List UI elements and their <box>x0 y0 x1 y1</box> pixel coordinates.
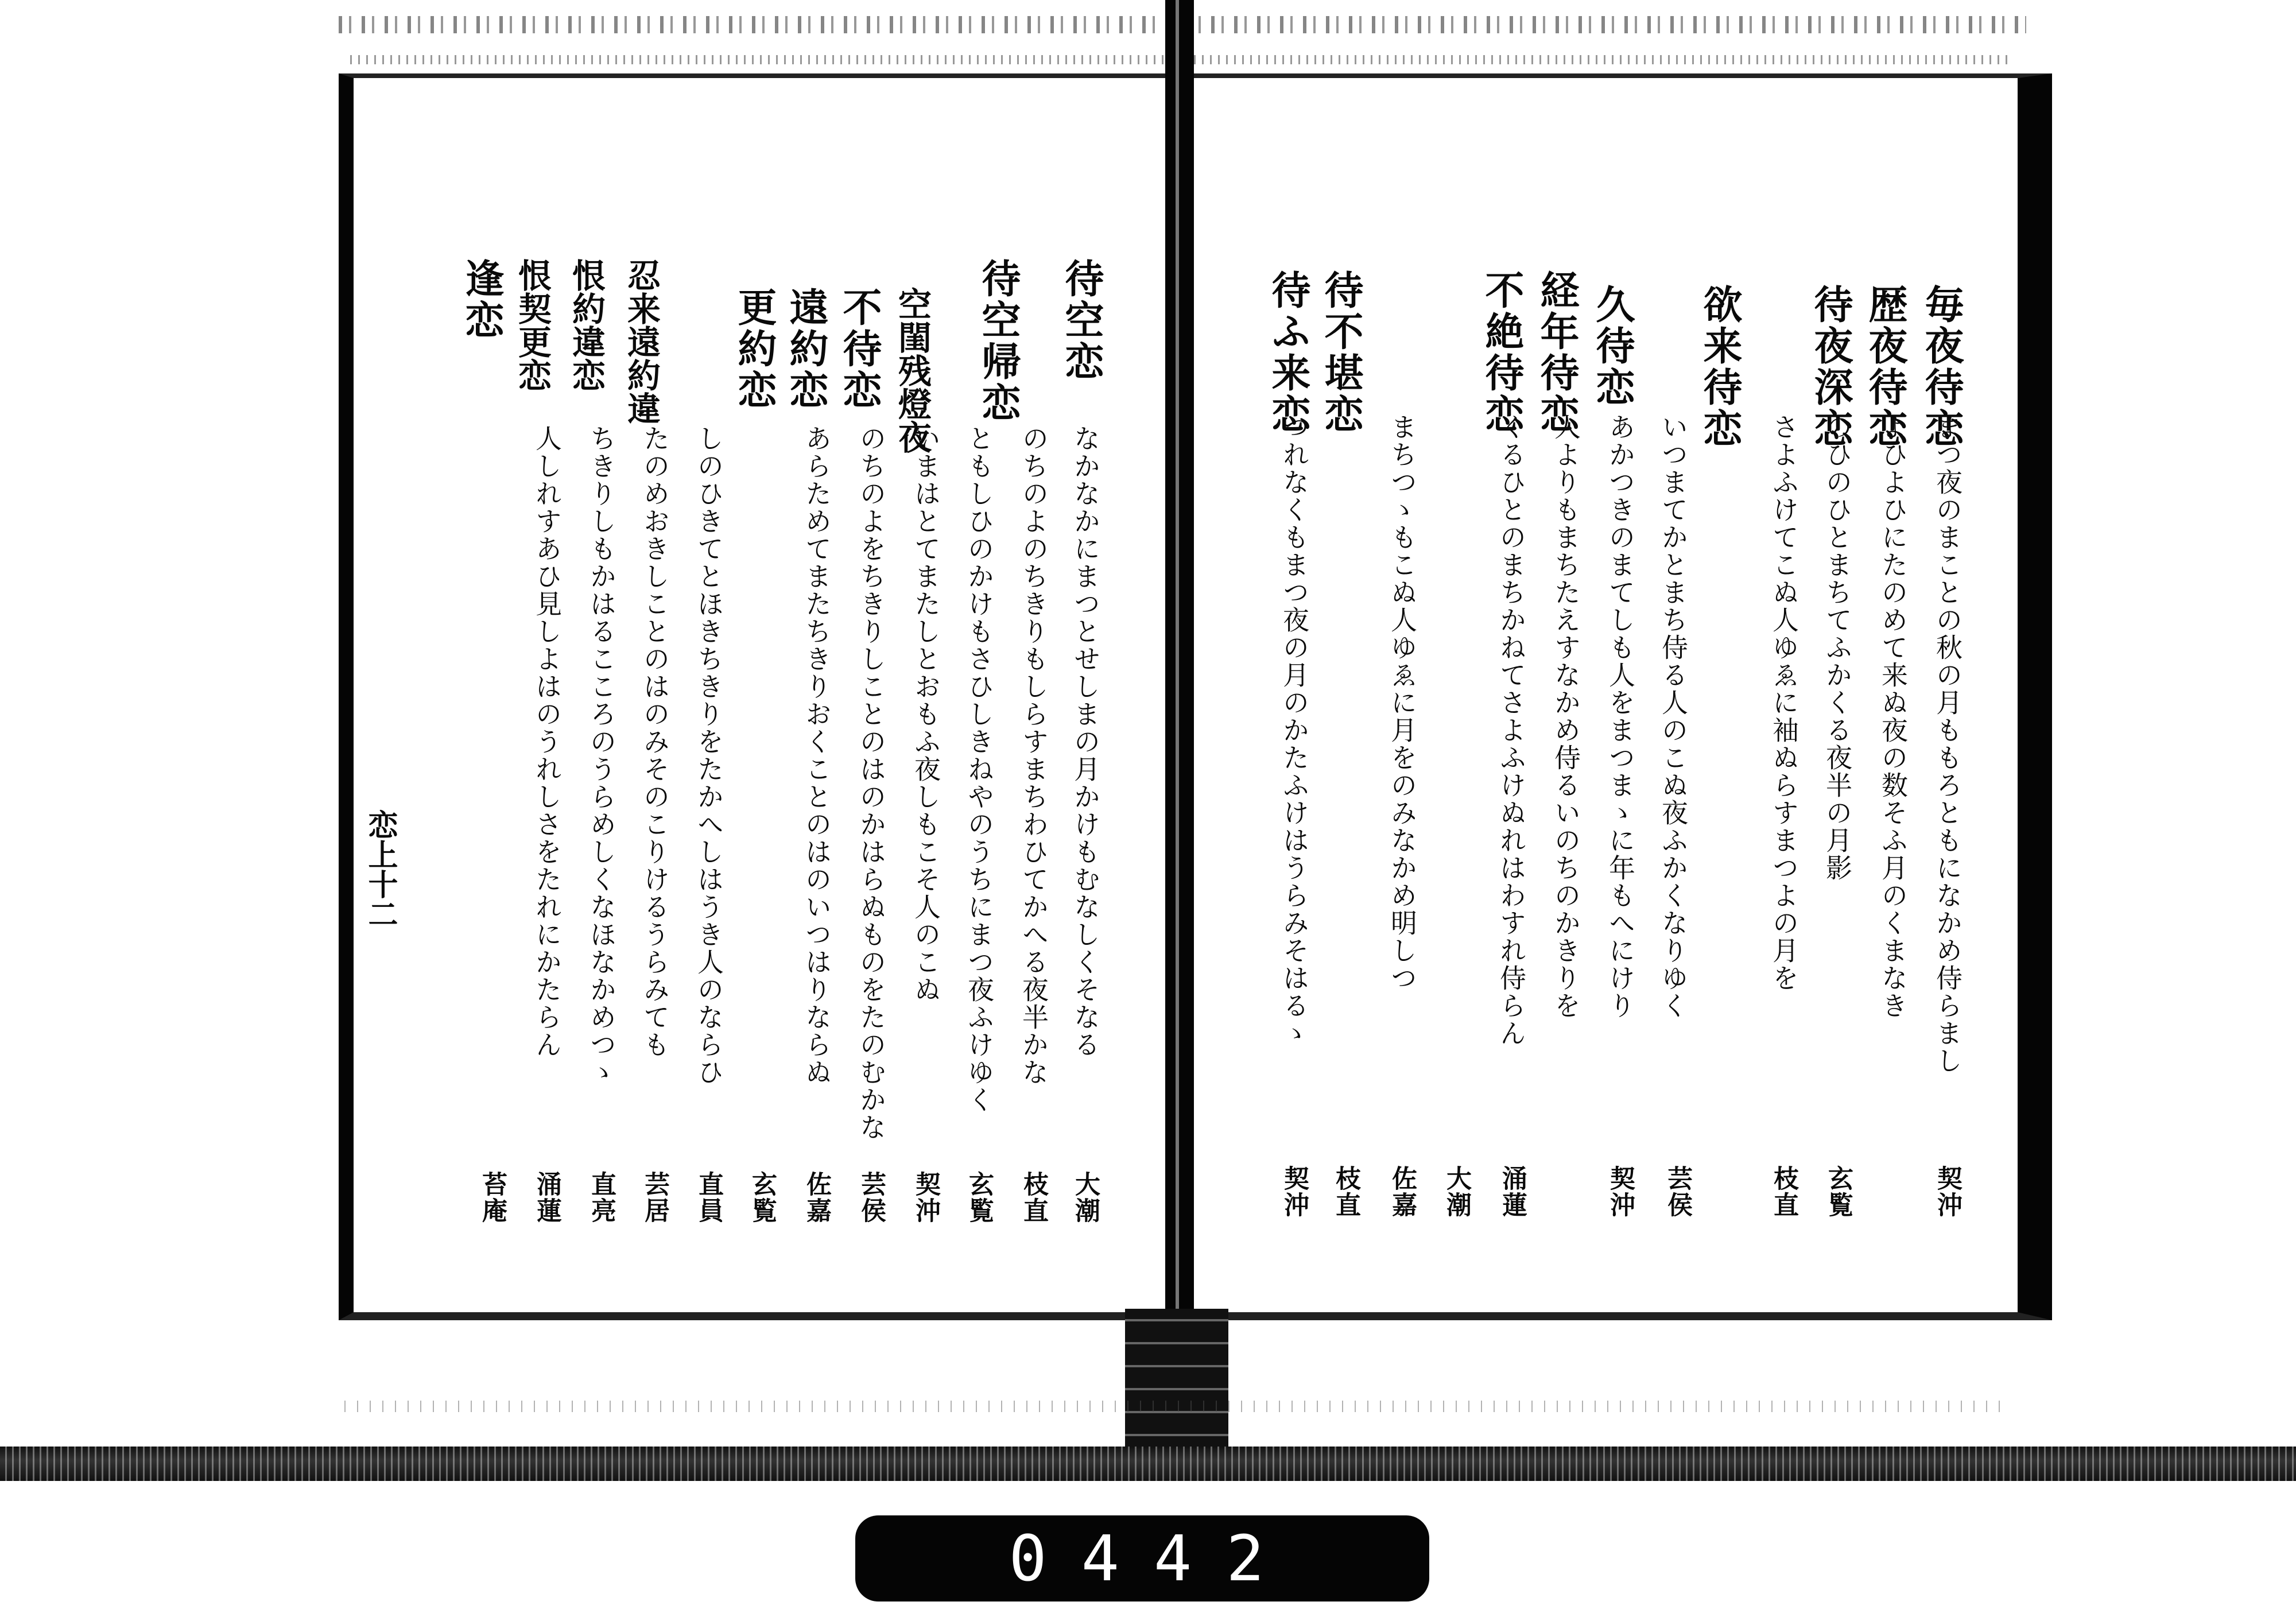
poem-body: しのひきてとほきちきりをたかへしはうき人のならひ <box>693 425 724 1086</box>
poem-body: よひよひにたのめて来ぬ夜の数そふ月のくまなき <box>1878 413 1909 1019</box>
poet-name: 苔庵 <box>478 1171 507 1224</box>
poem-body: のちのよをちきりしことのはのかはらぬものをたのむかな <box>856 425 887 1141</box>
poet-name: 佐嘉 <box>1387 1165 1417 1218</box>
poet-name: 枝直 <box>1019 1171 1048 1224</box>
poem-title: 不絶待恋 <box>1479 270 1525 435</box>
poet-name: 芸居 <box>640 1171 669 1224</box>
poet-name: 芸侯 <box>856 1171 886 1224</box>
poem-body: のちのよのちきりもしらすまちわひてかへる夜半かな <box>1018 425 1049 1086</box>
poem-body: くるひとのまちかねてさよふけぬれはわすれ侍らん <box>1496 413 1527 1047</box>
poem-body: ともしひのかけもさひしきねやのうちにまつ夜ふけゆく <box>964 425 995 1114</box>
scan-noise-bottom <box>344 1401 2009 1412</box>
poet-name: 涌蓮 <box>532 1171 561 1224</box>
poem-title: 欲来待恋 <box>1697 284 1743 449</box>
poem-title: 恨契更恋 <box>513 258 552 391</box>
poet-name: 直亮 <box>587 1171 616 1224</box>
poem-body: つれなくもまつ夜の月のかたふけはうらみそはるゝ <box>1279 413 1310 1047</box>
poem-title: 逢恋 <box>459 258 505 341</box>
book-spine <box>1165 0 1194 1469</box>
poem-title: 待空帰恋 <box>975 258 1021 424</box>
poet-name: 契沖 <box>1605 1165 1635 1218</box>
poem-title: 待ふ来恋 <box>1265 270 1311 435</box>
poet-name: 大潮 <box>1071 1171 1100 1224</box>
poet-name: 玄覧 <box>964 1171 994 1224</box>
poet-name: 契沖 <box>911 1171 940 1224</box>
poet-name: 玄覧 <box>1824 1165 1853 1218</box>
poem-body: のひのひとまちてふかくる夜半の月影 <box>1822 413 1853 882</box>
poem-title: 待夜深恋 <box>1808 284 1853 449</box>
page-folio: 恋上十二 <box>363 809 398 929</box>
poem-title: 毎夜待恋 <box>1918 284 1964 449</box>
poet-name: 契沖 <box>1279 1165 1309 1218</box>
poem-title: 歴夜待恋 <box>1862 284 1908 449</box>
poet-name: 芸侯 <box>1663 1165 1692 1218</box>
poet-name: 枝直 <box>1331 1165 1360 1218</box>
poet-name: 契沖 <box>1933 1165 1962 1218</box>
poem-title: 忍来遠約違 <box>622 258 661 425</box>
poem-body: さよふけてこぬ人ゆゑに袖ぬらすまつよの月を <box>1768 413 1799 992</box>
poem-body: いつまてかとまち侍る人のこぬ夜ふかくなりゆく <box>1658 413 1689 1019</box>
poet-name: 涌蓮 <box>1498 1165 1527 1218</box>
poet-name: 佐嘉 <box>802 1171 831 1224</box>
binding-clip <box>1125 1309 1228 1447</box>
poem-body: 人しれすあひ見しよはのうれしさをたれにかたらん <box>532 425 563 1058</box>
frame-number: 0442 <box>1009 1522 1299 1595</box>
poet-name: 玄覧 <box>747 1171 777 1224</box>
poem-title: 経年待恋 <box>1534 270 1580 435</box>
poet-name: 枝直 <box>1769 1165 1798 1218</box>
poem-body: いまはとてまたしとおもふ夜しもこそ人のこぬ <box>910 425 941 1003</box>
poem-body: ちきりしもかはるこころのうらめしくなほなかめつゝ <box>586 425 617 1086</box>
poem-body: なかなかにまつとせしまの月かけもむなしくそなる <box>1070 425 1101 1058</box>
poem-body: まちつゝもこぬ人ゆゑに月をのみなかめ明しつ <box>1387 413 1418 992</box>
poem-title: 空閨残燈夜 <box>893 287 932 453</box>
poem-title: 待不堪恋 <box>1318 270 1364 435</box>
poem-title: 恨約違恋 <box>567 258 606 391</box>
poem-body: 人よりもまちたえすなかめ侍るいのちのかきりを <box>1550 413 1581 1019</box>
poem-body: あかつきのまてしも人をまつまゝに年もへにけり <box>1605 413 1636 1019</box>
poem-title: 更約恋 <box>731 287 777 411</box>
poet-name: 大潮 <box>1442 1165 1471 1218</box>
poem-title: 久待恋 <box>1589 284 1635 408</box>
poet-name: 直員 <box>694 1171 723 1224</box>
poem-body: たのめおきしことのはのみそのこりけるうらみても <box>639 425 670 1058</box>
poem-title: 待空恋 <box>1058 258 1104 382</box>
poem-title: 不待恋 <box>836 287 882 411</box>
scan-edge-band <box>0 1447 2296 1481</box>
poem-body: まつ夜のまことの秋の月ももろともになかめ侍らまし <box>1932 413 1963 1075</box>
poem-title: 遠約恋 <box>783 287 829 411</box>
poem-body: あらためてまたちきりおくことのはのいつはりならぬ <box>801 425 832 1086</box>
